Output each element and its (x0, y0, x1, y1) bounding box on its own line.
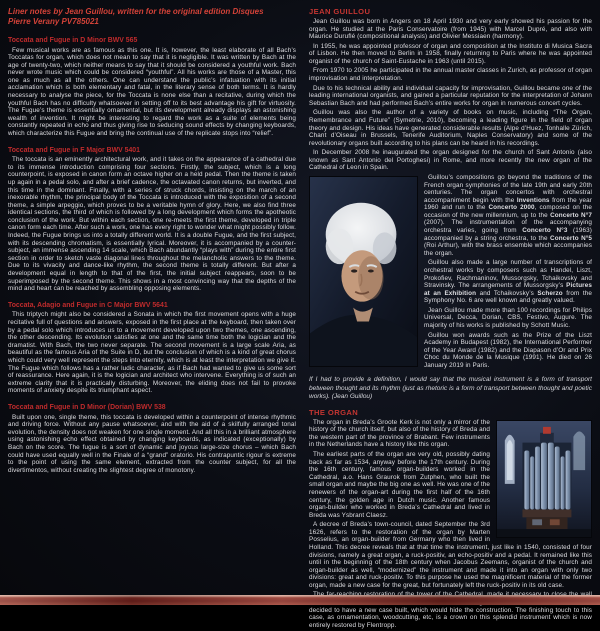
section-heading-bwv564: Toccata, Adagio and Fugue in C Major BWV 5641 (8, 301, 168, 309)
bio-paragraph-5: Guillou was also the author of a variety of books on music, including “The Organ, Remembrance and Future” (Symetrie, 2010), becoming a leading figure in the field of organ theory and design. His ideas have generated considerable results (Alpe d’Huez, Tonhalle Zürich, Chant d’Oiseau in Brussels, Tenerife Auditorium, Naples Conservatory) and some of the revolutionary organs built according to his plans can be heard in his recordings. (309, 109, 592, 147)
breda-organ-photo (496, 420, 592, 538)
bio-paragraph-4: Due to his technical ability and individual capacity for improvisation, Guillou became one of the leading international organists, and gained a particular reputation for the interpretation of Johann Sebastian Bach and had performed Bach’s entire works for organ in numerous concert cycles. (309, 84, 592, 107)
bio-paragraph-3: From 1970 to 2005 he participated in the annual master classes in Zurich, as professor of organ improvisation and interpretation. (309, 67, 592, 83)
organ-heading: THE ORGAN (309, 407, 359, 417)
section-body-bwv564: This triptych might also be considered a Sonata in which the first movement opens with a huge recitative full of questions and answers, exposed in the first place at the keyboard, then taken over by a pedal solo which introduces us to a movement developed upon two themes, one ascending, the other descending. Its evolution satisfies at one and the same time both the logician and the dramatist. With Bach, the two never separate. The second movement is a large scale Aria, as beautiful as the famous Aria of the Suite in D, but the conclusion of which is a kind of great chorus which could very well represent the steps into eternity, which is at least the interpretation we give it. The Fugue which follows has a rather ludic character, as if Bach had wanted to give us some sort of reassurance. Here again, it is the logician and architect who intervene. Everything is of such an extreme clarity that it is practically disturbing. Moreover, the eliding does not fail to provoke moments of anxiety despite its triumphant aspect. (8, 311, 296, 395)
bio-heading: JEAN GUILLOU (309, 7, 371, 16)
bio-paragraph-10: Guillou won awards such as the Prize of the Liszt Academy in Budapest (1982), the International Performer of the Year Award (1982) and the Diapason d’Or and Prix Choc du Monde de la Musique (1991). He died on 26 January 2019 in Paris. (424, 331, 592, 369)
bio-paragraph-1: Jean Guillou was born in Angers on 18 April 1930 and very early showed his passion for the organ. He studied at the Paris Conservatoire (from 1945) with Marcel Dupré, and also with Maurice Duruflé (compositional analysis) and Olivier Messiaen (harmony). (309, 18, 592, 41)
section-heading-bwv540: Toccata and Fugue in F Major BWV 5401 (8, 146, 140, 154)
guillou-quote: If I had to provide a definition, I would say that the musical instrument is a form of transport between thought and its rhythm (just as rhetoric is a form of transport between thought and poetic works). (Jean Guillou) (309, 376, 592, 401)
section-heading-bwv565: Toccata and Fugue in D Minor BWV 565 (8, 36, 138, 44)
liner-notes-credit (8, 7, 296, 28)
page-bottom-red-edge (0, 595, 600, 605)
organ-paragraph-1: The organ in Breda’s Groote Kerk is not only a mirror of the history of the church itself, but also of the history of Breda and the western part of the province of Brabant. Few instruments in the Netherlands have a history like this organ. (309, 418, 490, 449)
credit-line-1: Liner notes by Jean Guillou, written for the original edition Disques (8, 7, 264, 16)
organ-paragraph-3: A decree of Breda’s town-council, dated September the 3rd 1626, refers to the restoration of the organ by Marten Posselius, an organ-builder from Germany who then lived in Holland. This decree reveals that at that time the instrument, just like in 1540, consisted of four divisions, namely a great organ, a ruck-positiv, an echo-positiv and a pedal. It remained like this until in the beginning of the 18th century when Jacobus Zeemans, organist of the church and organ-builder as well, “modernized” the instrument and made it into an organ with only two divisions: great and ruck-positiv. To this purpose he used the magnificent material of the former organ, made a new case for the great, but fortunately left the ruck-positiv in its old case. (309, 521, 592, 589)
credit-line-2: Pierre Verany PV785021 (8, 17, 99, 27)
portrait-text-wrap (309, 174, 592, 369)
section-heading-bwv538: Toccata and Fugue in D Minor (Dorian) BWV 538 (8, 403, 166, 411)
organ-paragraph-4: decided to have a new case built, which would hide the construction. The finishing touch to this case, as ornamentation, woodcutting, etc, is a crown on this splendid instrument which is now entirely restored by Flentropp. (309, 606, 592, 629)
bio-paragraph-2: In 1955, he was appointed professor of organ and composition at the Instituto di Musica Sacra of Lisbon. He then moved to Berlin in 1958, finally returning to Paris where he was appointed organist of the church of Saint-Eustache in 1963 (until 2015). (309, 42, 592, 65)
bio-paragraph-8: Guillou also made a large number of transcriptions of orchestral works by composers such as Handel, Liszt, Prokofiev, Rachmaninov, Mussorgsky, Tchaikovsky and Stravinsky. The arrangements of Mussorgsky’s Pictures at an Exhibition and Tchaikovsky’s Scherzo from the Symphony No. 6 are well known and greatly valued. (424, 259, 593, 305)
biography-column (309, 7, 592, 631)
section-body-bwv538: Built upon one, single theme, this toccata is developed within a counterpoint of intense rhythmic and driving force. Without any pause whatsoever, and with the aid of a skilfully arranged tonal evolution, the density does not weaken for one single moment. And all this in a brilliant atmosphere using astonishing echo effect obtained by changing keyboards, as indicated (exceptionally) by Bach on the score. The fugue is a sort of dynamic and joyous large-size chorus – which Bach could have used equally well in the Finale of a “grand” oratorio. His contrapuntic rigour is extreme to the point of using the same element, extracted from the counter subject, for all the divertimentos, without creating the slightest degree of monotony. (8, 413, 296, 474)
jean-guillou-portrait-photo (309, 176, 418, 367)
section-body-bwv565: Few musical works are as famous as this one. It is, however, the least elaborate of all Bach’s Toccatas for organ, which does not mean to say that it is negligible. It was written by Bach at the age of twenty-two, which neither means to say that it should be considered a youthful work. Bach never wrote music which could be considered “youthful”. All his works are those of a Master, this one as much as all the others. One can understand the public’s infatuation with its initial acclamation which is both elementary and fatal, in the literary sense of both terms. It is hardly necessary to analyse the piece, for the Toccata is none else than a recitative, during which the youthful Bach has no difficulty whatsoever in setting off to its best advantage his gift for virtuosity. The Fugue’s theme is essentially ornamental, but its development already displays an astonishing wealth of invention. It might be interesting to regard the work as a suite of elements being constantly repeated in echo and thus giving rise to seducing sound effects by changing keyboards, which characterize this Fugue and bring the continual use of the replicate stops into “relief”. (8, 46, 296, 137)
organ-paragraph-2: The earliest parts of the organ are very old, possibly dating back as far as 1534, anyway before the 17th century. During the 16th century, famous organ-builders worked in the Cathedral, a.o. Hans Graurok from Zutphen, who built the small organ and maybe the big one as well. He was one of the renewers of the organ-art during the first half of the 16th century, the golden age in Dutch music. Another famous organ-builder who worked in Breda’s Cathedral and lived in Breda was Ysbrant Claesz. (309, 451, 490, 519)
liner-notes-column (8, 7, 296, 631)
bio-paragraph-9: Jean Guillou made more than 100 recordings for Philips Universal, Decca, Dorian, CBS, Festivo, Augure. The majority of his works is published by Schott Music. (424, 306, 592, 329)
bio-paragraph-6: In December 2008 he inaugurated the organ designed for the church of Sant Antonio (also known as Sant Antonio del Portoghesi) in Rome, and more recently the new organ of the Cathedral of Leon in Spain. (309, 149, 592, 172)
bio-paragraph-7: Guillou’s compositions go beyond the traditions of the French organ symphonies of the late 19th and early 20th centuries. The organ concertos with orchestral accompaniment begin with the Inventions from the year 1960 and run to the Concerto 2000, composed on the occasion of the new millennium, up to the Concerto N°7 (2007). The instrumentation of the accompanying orchestra varies, going from Concerto N°3 (1963) accompanied by a string orchestra, to the Concerto N°5 (Roi Arthur), with the brass ensemble which accompanies the organ. (424, 173, 593, 257)
section-body-bwv540: The toccata is an eminently architectural work, and it takes on the appearance of a cathedral due to its immense introduction comprising four sections. Firstly, the subject, which is a long counterpoint, is exposed in canon form an octave higher on a held pedal. Then the theme is taken up again in a pedal solo, and after a brief cadence, the octavated canon returns, but inverted, and this time in the dominant. Finally, with a series of struck chords, insisting on the march of an inexorable rhythm, the principal body of the Toccata is introduced with the exposition of a second theme, a simple arpeggio, which proves to be a veritable hymn of glory. Here, we also find three identical sections, the third of which is followed by a long development which forms the apotheotic conclusion of the work. But within each section, one re-meets the first theme, developed in triple canon form each time. After such a work, one has every right to wonder what might possibly follow. Indeed, the Fugue brings us into a totally different world. It is a double Fugue, and the first subject, with its descending chromatism, is essentially lyrical. Moreover, it is accompanied by a counter-subject, an immense ascending 14 scale, which Bach abundantly “plays with” during the entire first section in order to sketch vaste diagonal lines throughout the melancholic answers to the theme. Due to its vivacity and dance-like rhythm, the second theme is totally different. But after a development equal in length to that of the first, the initial subject reappears, soon to be superimposed by the second theme. This shows in a most convincing way that the depths of the mind and heart can be reached by assembling opposing elements. (8, 156, 296, 293)
